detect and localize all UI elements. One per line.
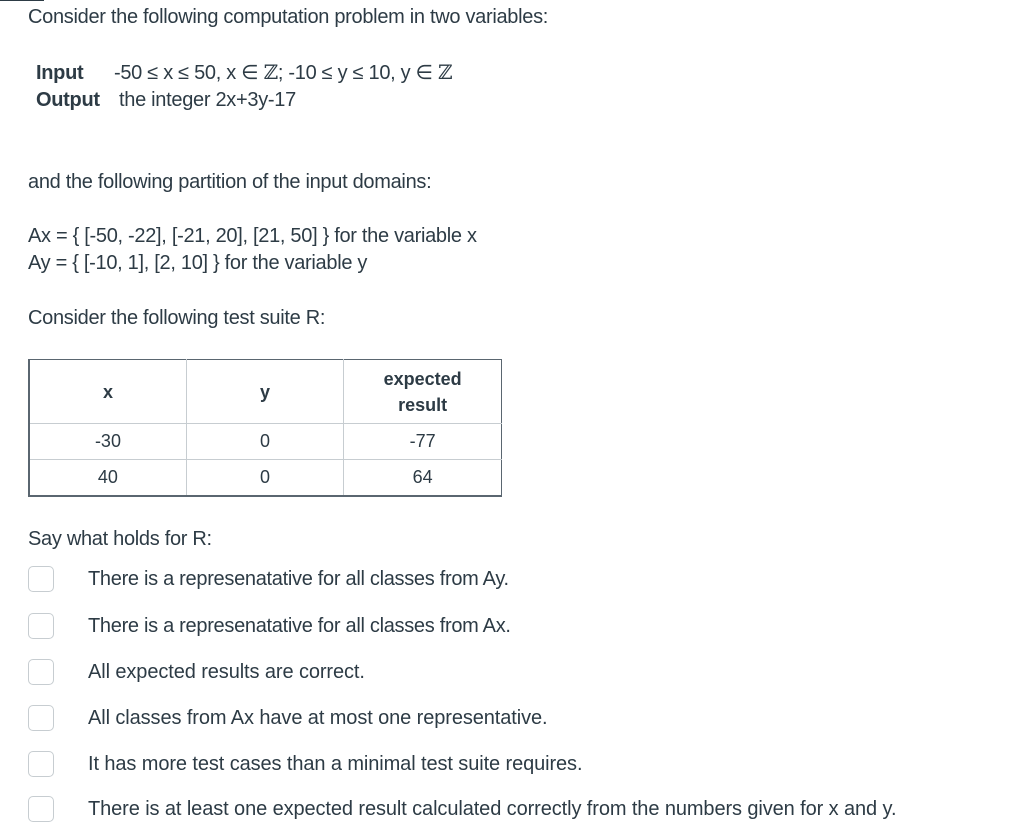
answer-option-1[interactable] <box>28 566 1018 594</box>
column-header-expected <box>344 360 502 424</box>
cell-expected: 64 <box>344 460 502 497</box>
output-label: Output <box>36 89 100 111</box>
answer-option-5[interactable] <box>28 751 1018 779</box>
cell-x: -30 <box>29 424 186 460</box>
checkbox[interactable] <box>28 613 54 639</box>
column-header-y: y <box>186 360 343 424</box>
output-spec <box>36 89 296 112</box>
checkbox[interactable] <box>28 751 54 777</box>
intro-text: Consider the following computation problem in two variables: <box>28 6 549 28</box>
table-header-row <box>29 360 502 424</box>
column-header-x: x <box>29 360 186 424</box>
top-divider <box>0 0 44 1</box>
cell-expected: -77 <box>344 424 502 460</box>
cell-y: 0 <box>186 460 343 497</box>
option-label[interactable]: There is at least one expected result calculated correctly from the numbers given for x and y. <box>88 798 897 820</box>
option-label[interactable]: It has more test cases than a minimal test suite requires. <box>88 753 583 775</box>
cell-x: 40 <box>29 460 186 497</box>
integer-set-symbol: ℤ <box>263 60 278 84</box>
table-row <box>29 460 502 497</box>
cell-y: 0 <box>186 424 343 460</box>
option-label[interactable]: All classes from Ax have at most one representative. <box>88 707 548 729</box>
answer-option-4[interactable] <box>28 705 1018 733</box>
input-range-y: ; -10 ≤ y ≤ 10, y ∈ <box>277 62 439 84</box>
input-label: Input <box>36 62 84 84</box>
checkbox[interactable] <box>28 796 54 822</box>
answer-option-6[interactable] <box>28 796 1018 824</box>
option-label[interactable]: There is a represenatative for all classes from Ay. <box>88 568 509 590</box>
answer-option-2[interactable] <box>28 613 1018 641</box>
output-formula: the integer 2x+3y-17 <box>119 89 296 111</box>
answer-option-3[interactable] <box>28 659 1018 687</box>
input-range-x: -50 ≤ x ≤ 50, x ∈ <box>114 62 264 84</box>
partition-ax: Ax = { [-50, -22], [-21, 20], [21, 50] } for the variable x <box>28 225 477 247</box>
integer-set-symbol: ℤ <box>438 60 453 84</box>
checkbox[interactable] <box>28 566 54 592</box>
partition-ay: Ay = { [-10, 1], [2, 10] } for the variable y <box>28 252 368 274</box>
checkbox[interactable] <box>28 659 54 685</box>
option-label[interactable]: All expected results are correct. <box>88 661 365 683</box>
option-label[interactable]: There is a represenatative for all classes from Ax. <box>88 615 511 637</box>
test-suite-table <box>28 359 502 497</box>
suite-intro: Consider the following test suite R: <box>28 307 326 329</box>
partition-intro: and the following partition of the input domains: <box>28 171 432 193</box>
question-text: Say what holds for R: <box>28 528 212 550</box>
column-header-expected-label: expected result <box>383 368 462 415</box>
checkbox[interactable] <box>28 705 54 731</box>
input-spec <box>36 60 452 85</box>
table-row <box>29 424 502 460</box>
